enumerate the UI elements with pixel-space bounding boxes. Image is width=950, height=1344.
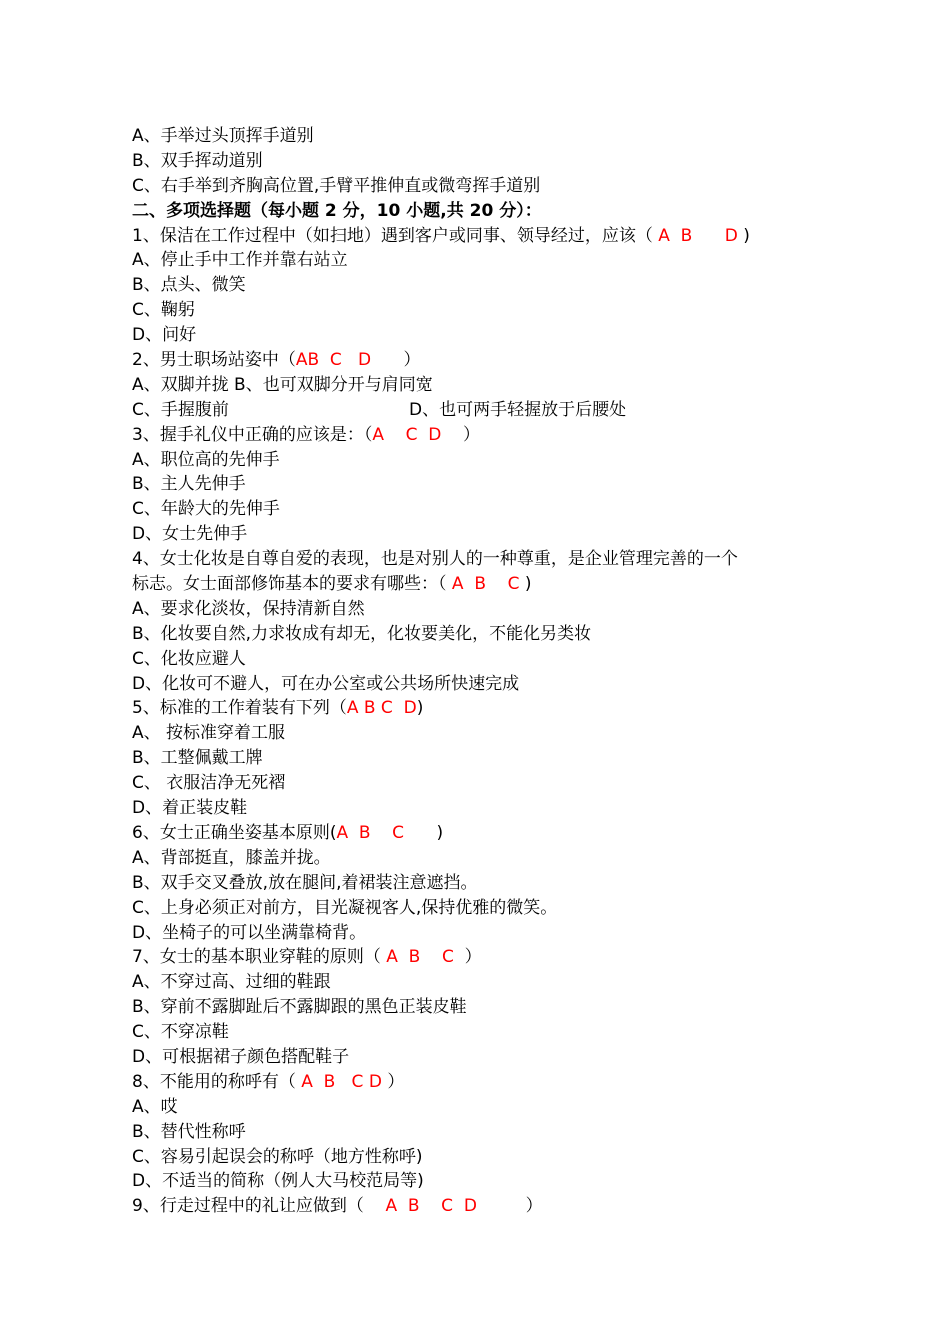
line-text: C、年龄大的先伸手 (132, 499, 280, 520)
text-line (132, 124, 832, 149)
line-text: D、问好 (132, 325, 197, 346)
line-text: A、背部挺直，膝盖并拢。 (132, 847, 331, 868)
question-text: 6、女士正确坐姿基本原则( (132, 822, 337, 843)
text-line (132, 1120, 832, 1145)
line-text: B、双手挥动道别 (132, 150, 263, 171)
text-line (132, 896, 832, 921)
text-line (132, 871, 832, 896)
question-text: 7、女士的基本职业穿鞋的原则（ (132, 947, 381, 968)
line-text: A、手举过头顶挥手道别 (132, 126, 314, 146)
question-close: ） (371, 350, 421, 371)
line-text: A、停止手中工作并靠右站立 (132, 250, 348, 271)
answer-key: A B C D (346, 698, 417, 719)
text-line (132, 199, 832, 224)
line-text: D、不适当的简称（例人大马校范局等) (132, 1171, 424, 1192)
text-line (132, 647, 832, 672)
text-line (132, 547, 832, 572)
answer-key: A B C (446, 574, 525, 595)
line-text: C、 衣服洁净无死褶 (132, 773, 286, 794)
answer-key: A B C D (295, 1071, 388, 1092)
line-text: C、上身必须正对前方，目光凝视客人,保持优雅的微笑。 (132, 897, 558, 918)
answer-key: AB C D (295, 350, 372, 371)
line-text: A、 按标准穿着工服 (132, 723, 286, 744)
text-line (132, 771, 832, 796)
text-line (132, 721, 832, 746)
question-close: ) (743, 225, 750, 246)
question-text: 9、行走过程中的礼让应做到（ (132, 1196, 364, 1217)
line-text: C、手握腹前 (132, 399, 229, 420)
line-text: A、哎 (132, 1096, 178, 1117)
document-page (132, 124, 832, 1219)
answer-key: A B C D (363, 1196, 483, 1217)
text-line (132, 1169, 832, 1194)
text-line (132, 273, 832, 298)
answer-key: A C D (372, 424, 442, 445)
line-text: A、要求化淡妆，保持清新自然 (132, 598, 365, 619)
text-line (132, 597, 832, 622)
line-text-second: D、也可两手轻握放于后腰处 (409, 399, 627, 420)
line-text: C、不穿凉鞋 (132, 1022, 229, 1043)
line-text: D、坐椅子的可以坐满靠椅背。 (132, 922, 367, 943)
question-close: ) (404, 822, 444, 843)
text-line (132, 522, 832, 547)
text-line (132, 1095, 832, 1120)
text-line (132, 696, 832, 721)
question-text: 2、男士职场站姿中（ (132, 350, 296, 371)
answer-key: A B C (380, 947, 460, 968)
text-line (132, 298, 832, 323)
line-text: B、替代性称呼 (132, 1121, 246, 1142)
text-line (132, 1194, 832, 1219)
question-close: ） (459, 947, 482, 968)
line-text: B、点头、微笑 (132, 275, 246, 296)
line-text: 4、女士化妆是自尊自爱的表现，也是对别人的一种尊重，是企业管理完善的一个 (132, 549, 738, 570)
text-line (132, 323, 832, 348)
line-text: B、穿前不露脚趾后不露脚跟的黑色正装皮鞋 (132, 997, 467, 1018)
line-text: A、不穿过高、过细的鞋跟 (132, 972, 331, 993)
question-close: ) (524, 574, 532, 595)
line-text: C、容易引起误会的称呼（地方性称呼) (132, 1146, 423, 1167)
question-close: ） (482, 1196, 543, 1217)
line-text: A、职位高的先伸手 (132, 449, 280, 470)
line-text: A、双脚并拢 B、也可双脚分开与肩同宽 (132, 374, 433, 395)
question-text: 8、不能用的称呼有（ (132, 1071, 296, 1092)
text-line (132, 572, 832, 597)
line-text: 二、多项选择题（每小题 2 分，10 小题,共 20 分）： (132, 200, 542, 221)
text-line (132, 995, 832, 1020)
line-text: D、着正装皮鞋 (132, 798, 248, 819)
text-line (132, 622, 832, 647)
text-line (132, 348, 832, 373)
line-text: C、右手举到齐胸高位置,手臂平推伸直或微弯挥手道别 (132, 175, 541, 196)
answer-key: A B C (336, 822, 405, 843)
text-line (132, 821, 832, 846)
text-line (132, 1045, 832, 1070)
line-text: C、化妆应避人 (132, 648, 246, 669)
line-text: B、主人先伸手 (132, 474, 246, 495)
line-text: B、工整佩戴工牌 (132, 748, 263, 769)
text-line (132, 448, 832, 473)
answer-key: A B D (652, 225, 744, 246)
text-line (132, 1145, 832, 1170)
line-text: C、鞠躬 (132, 300, 195, 321)
question-close: ） (441, 424, 480, 445)
text-line (132, 472, 832, 497)
text-line (132, 672, 832, 697)
text-line (132, 1070, 832, 1095)
line-text: D、女士先伸手 (132, 524, 248, 545)
text-line (132, 373, 832, 398)
question-text: 标志。女士面部修饰基本的要求有哪些：（ (132, 574, 447, 595)
text-line (132, 846, 832, 871)
text-line (132, 224, 832, 249)
text-line (132, 497, 832, 522)
question-text: 1、保洁在工作过程中（如扫地）遇到客户或同事、领导经过，应该（ (132, 225, 653, 246)
text-line (132, 423, 832, 448)
question-close: ） (387, 1071, 405, 1092)
text-line (132, 796, 832, 821)
question-close: ) (416, 698, 424, 719)
text-line (132, 945, 832, 970)
text-line (132, 174, 832, 199)
text-line (132, 398, 832, 423)
question-text: 3、握手礼仪中正确的应该是：（ (132, 424, 373, 445)
line-text: D、可根据裙子颜色搭配鞋子 (132, 1046, 350, 1067)
text-line (132, 1020, 832, 1045)
line-text: B、化妆要自然,力求妆成有却无，化妆要美化，不能化另类妆 (132, 623, 592, 644)
text-line (132, 248, 832, 273)
line-text: D、化妆可不避人，可在办公室或公共场所快速完成 (132, 673, 520, 694)
text-line (132, 921, 832, 946)
line-text: B、双手交叉叠放,放在腿间,着裙装注意遮挡。 (132, 872, 478, 893)
text-line (132, 746, 832, 771)
text-line (132, 970, 832, 995)
question-text: 5、标准的工作着装有下列（ (132, 698, 347, 719)
text-line (132, 149, 832, 174)
